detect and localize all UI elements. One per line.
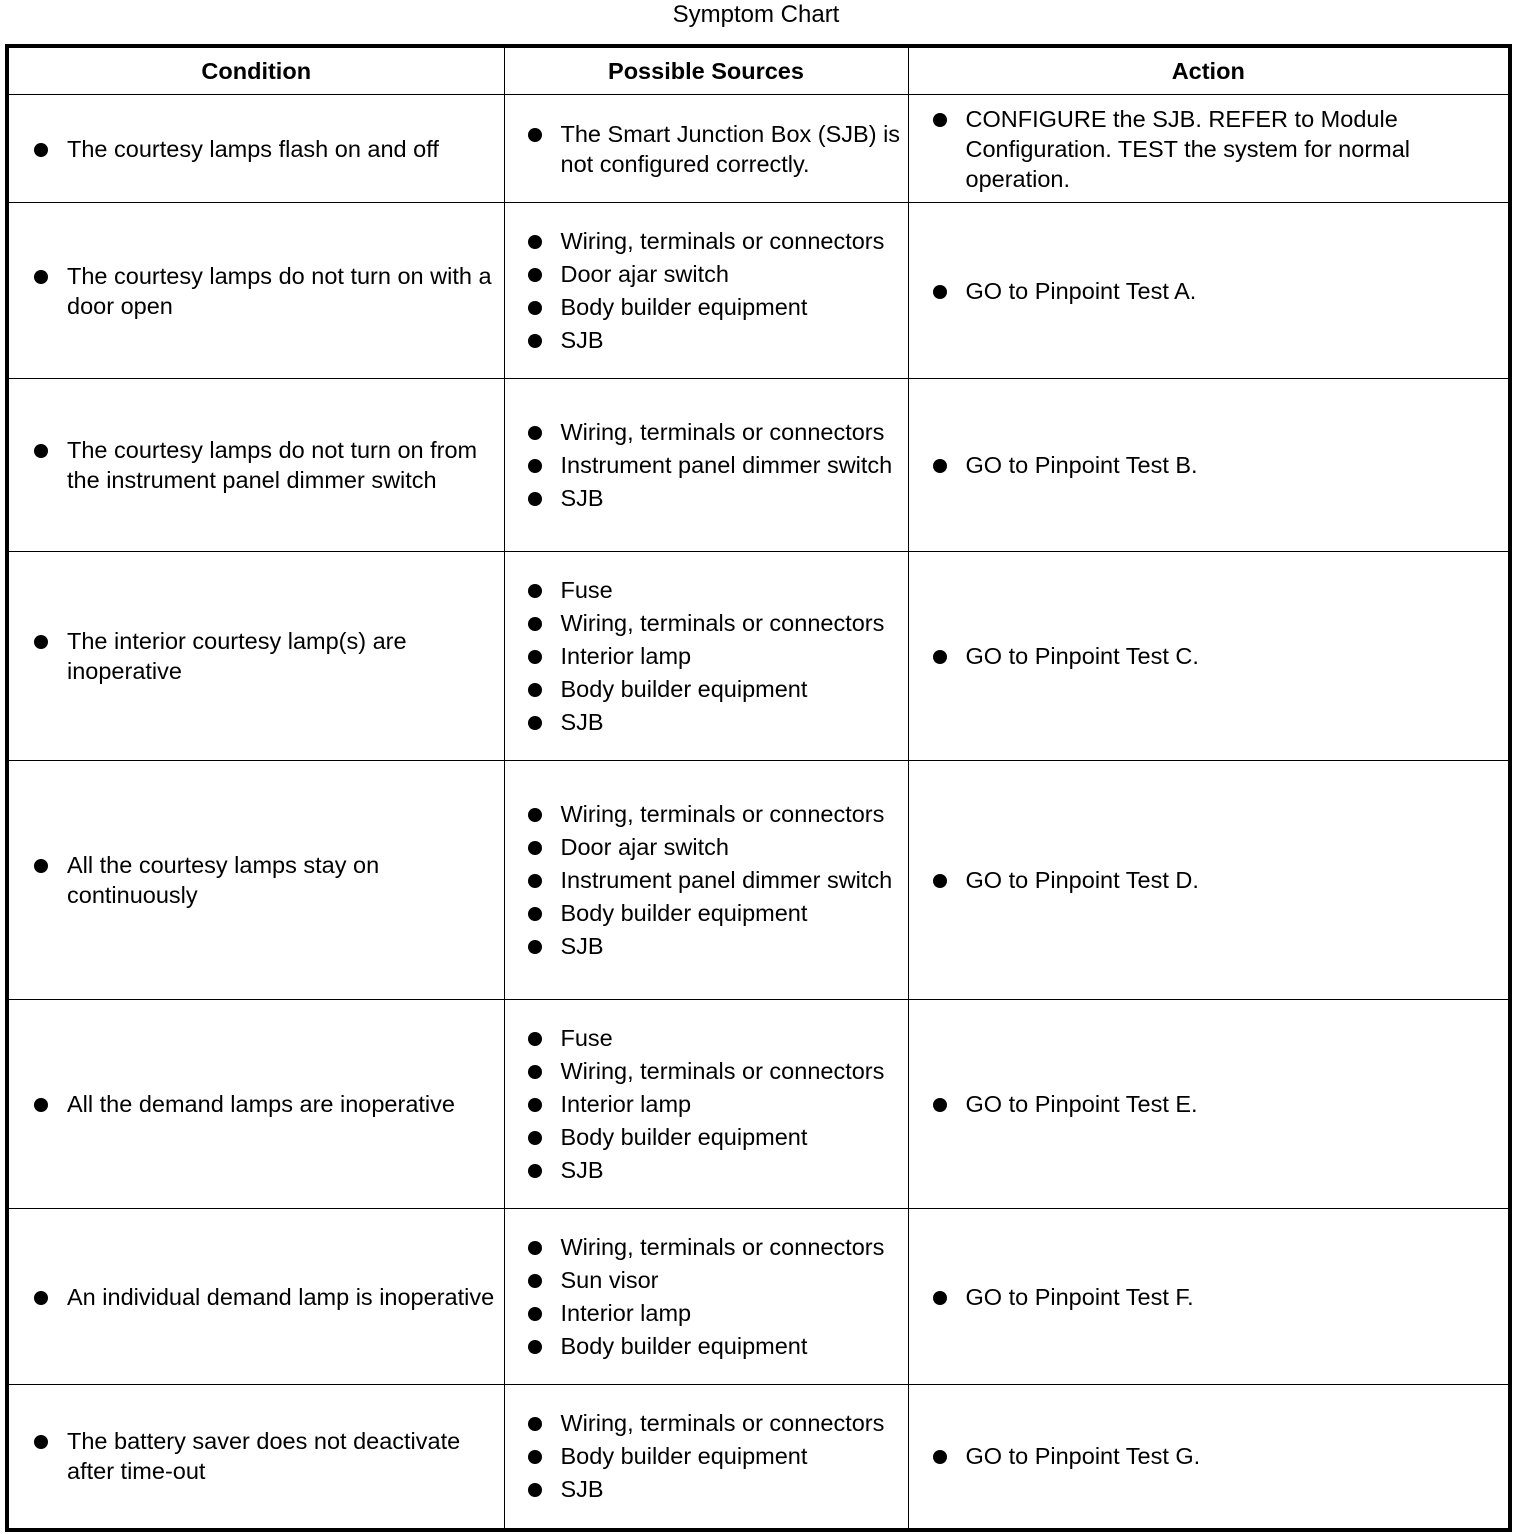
source-item: Wiring, terminals or connectors [561,417,904,447]
condition-text: The battery saver does not deactivate after time-out [67,1426,500,1486]
condition-text: The courtesy lamps flash on and off [67,134,500,164]
source-item: Wiring, terminals or connectors [561,226,904,256]
table-row [7,552,1510,761]
action-cell [908,552,1510,761]
source-item: Body builder equipment [561,1441,904,1471]
header-row [7,46,1510,95]
page-title: Symptom Chart [672,1,840,28]
header-possible-sources: Possible Sources [504,46,908,95]
table-row [7,1209,1510,1385]
source-item: Interior lamp [561,1089,904,1119]
header-action: Action [908,46,1510,95]
action-cell [908,761,1510,1000]
source-item: SJB [561,325,904,355]
source-item: SJB [561,1474,904,1504]
action-text: GO to Pinpoint Test D. [966,865,1505,895]
condition-text: The interior courtesy lamp(s) are inoperative [67,626,500,686]
condition-text: The courtesy lamps do not turn on from the instrument panel dimmer switch [67,435,500,495]
action-text: GO to Pinpoint Test G. [966,1441,1505,1471]
source-item: The Smart Junction Box (SJB) is not configured correctly. [561,119,904,179]
table-row [7,203,1510,379]
condition-cell [7,379,504,552]
source-item: Wiring, terminals or connectors [561,799,904,829]
header-condition: Condition [7,46,504,95]
possible-sources-cell [504,552,908,761]
table-row [7,1000,1510,1209]
source-item: SJB [561,1155,904,1185]
possible-sources-cell [504,203,908,379]
source-item: Fuse [561,575,904,605]
action-cell [908,1209,1510,1385]
possible-sources-cell [504,1209,908,1385]
action-cell [908,203,1510,379]
table-row [7,761,1510,1000]
possible-sources-cell [504,761,908,1000]
source-item: Interior lamp [561,641,904,671]
action-text: GO to Pinpoint Test E. [966,1089,1505,1119]
source-item: Sun visor [561,1265,904,1295]
source-item: Door ajar switch [561,832,904,862]
condition-cell [7,1385,504,1530]
action-text: GO to Pinpoint Test C. [966,641,1505,671]
source-item: Instrument panel dimmer switch [561,865,904,895]
source-item: Wiring, terminals or connectors [561,1408,904,1438]
action-cell [908,1000,1510,1209]
action-cell [908,95,1510,203]
condition-cell [7,552,504,761]
possible-sources-cell [504,95,908,203]
source-item: Wiring, terminals or connectors [561,1232,904,1262]
condition-cell [7,761,504,1000]
condition-cell [7,95,504,203]
table-row [7,379,1510,552]
table-row [7,1385,1510,1530]
possible-sources-cell [504,379,908,552]
source-item: SJB [561,483,904,513]
source-item: Door ajar switch [561,259,904,289]
source-item: Body builder equipment [561,1331,904,1361]
table-row [7,95,1510,203]
action-text: CONFIGURE the SJB. REFER to Module Configuration. TEST the system for normal operation. [966,104,1505,194]
source-item: Interior lamp [561,1298,904,1328]
source-item: Wiring, terminals or connectors [561,608,904,638]
condition-text: An individual demand lamp is inoperative [67,1282,500,1312]
source-item: SJB [561,707,904,737]
condition-text: The courtesy lamps do not turn on with a door open [67,261,500,321]
source-item: Fuse [561,1023,904,1053]
source-item: SJB [561,931,904,961]
condition-text: All the courtesy lamps stay on continuously [67,850,500,910]
possible-sources-cell [504,1000,908,1209]
source-item: Body builder equipment [561,292,904,322]
action-cell [908,379,1510,552]
source-item: Body builder equipment [561,674,904,704]
action-cell [908,1385,1510,1530]
source-item: Wiring, terminals or connectors [561,1056,904,1086]
source-item: Instrument panel dimmer switch [561,450,904,480]
source-item: Body builder equipment [561,1122,904,1152]
possible-sources-cell [504,1385,908,1530]
action-text: GO to Pinpoint Test A. [966,276,1505,306]
condition-cell [7,203,504,379]
condition-cell [7,1000,504,1209]
condition-cell [7,1209,504,1385]
condition-text: All the demand lamps are inoperative [67,1089,500,1119]
source-item: Body builder equipment [561,898,904,928]
symptom-chart-table [5,44,1512,1532]
action-text: GO to Pinpoint Test B. [966,450,1505,480]
action-text: GO to Pinpoint Test F. [966,1282,1505,1312]
